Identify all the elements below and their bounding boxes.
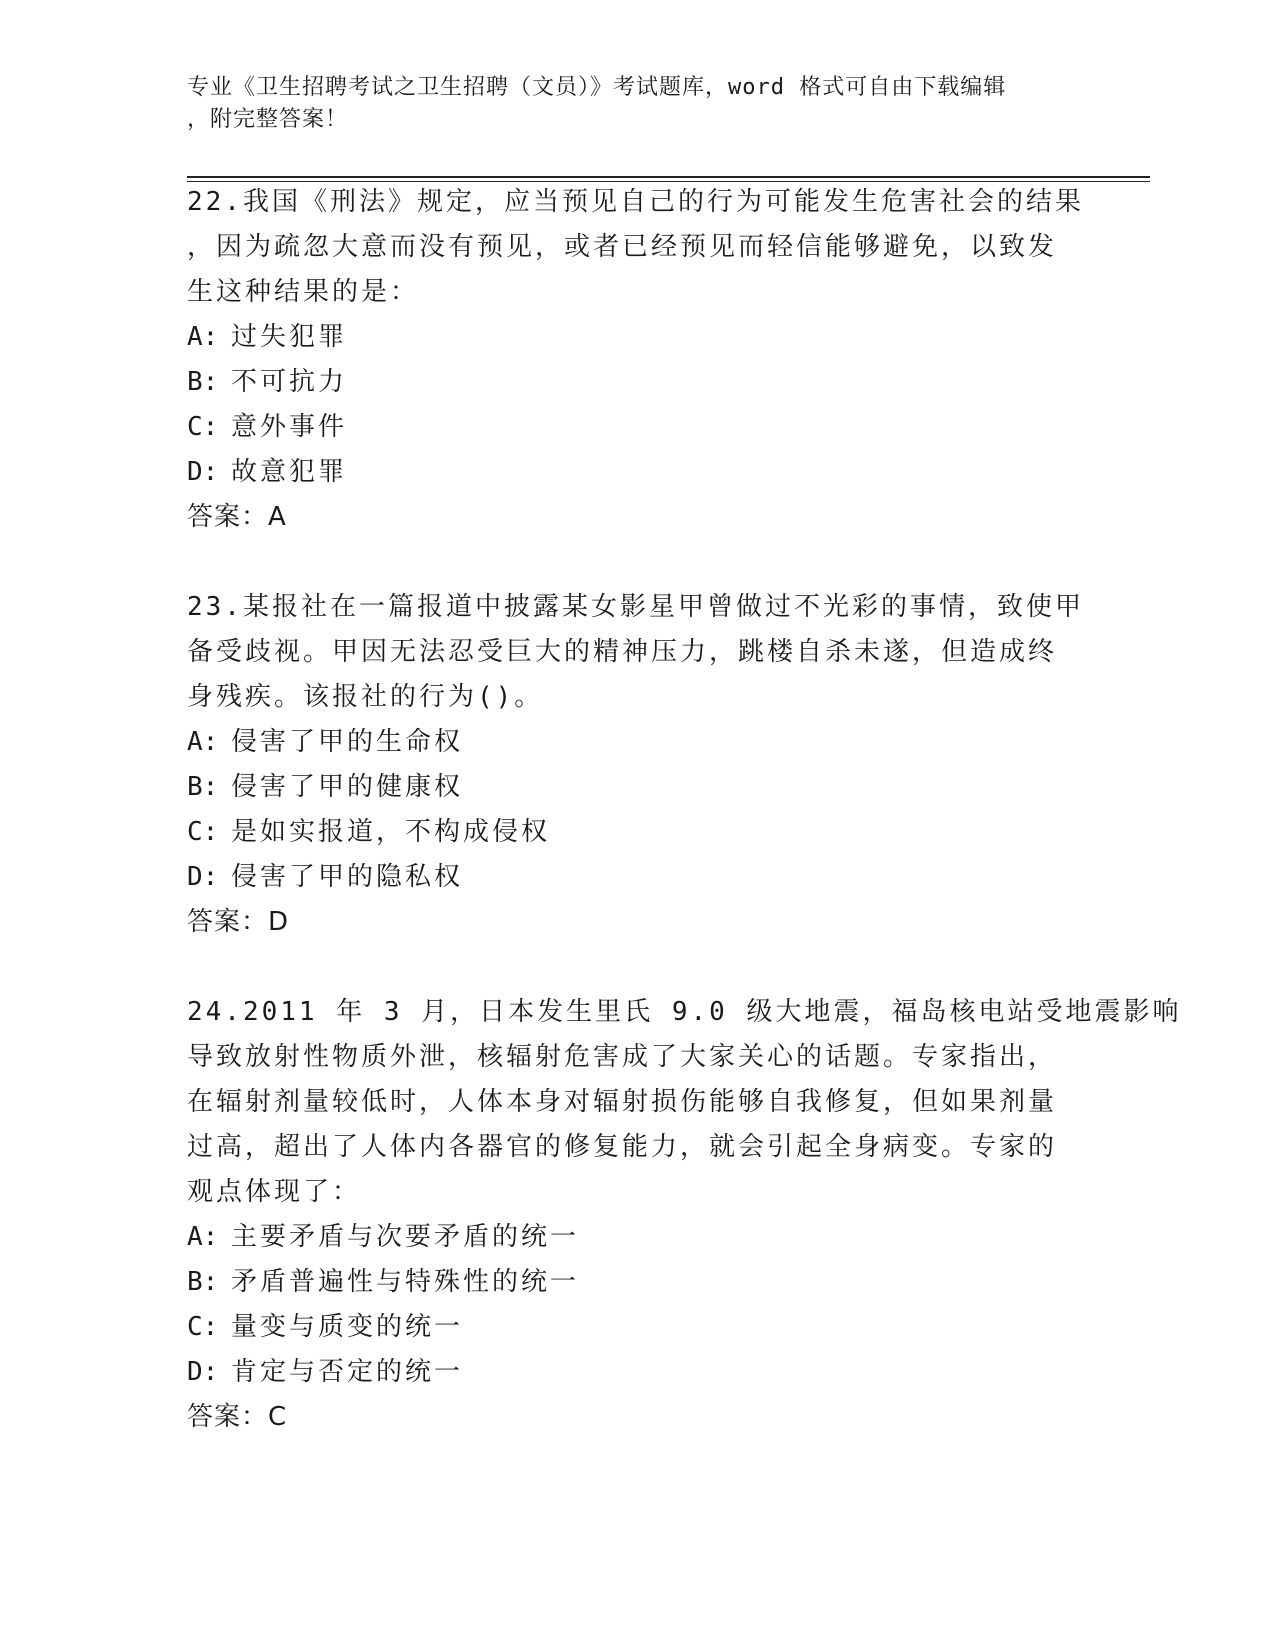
option-b: [187, 1260, 1087, 1305]
option-text: 故意犯罪: [231, 457, 348, 487]
option-text: 侵害了甲的健康权: [231, 772, 464, 802]
option-a: [187, 1215, 1087, 1260]
option-text: 量变与质变的统一: [231, 1312, 464, 1342]
question-stem: [187, 180, 1087, 315]
question-23: [187, 585, 1087, 945]
option-key: B:: [187, 367, 219, 397]
option-text: 主要矛盾与次要矛盾的统一: [231, 1222, 580, 1252]
option-key: A:: [187, 322, 219, 352]
stem-line: 导致放射性物质外泄，核辐射危害成了大家关心的话题。专家指出，: [187, 1042, 1058, 1072]
stem-line: 备受歧视。甲因无法忍受巨大的精神压力，跳楼自杀未遂，但造成终: [187, 637, 1058, 667]
option-key: D:: [187, 1357, 219, 1387]
option-text: 过失犯罪: [231, 322, 348, 352]
stem-line: 身残疾。该报社的行为()。: [187, 682, 544, 712]
option-text: 肯定与否定的统一: [231, 1357, 464, 1387]
stem-line: 24.2011 年 3 月，日本发生里氏 9.0 级大地震，福岛核电站受地震影响: [187, 997, 1182, 1027]
option-key: A:: [187, 727, 219, 757]
answer-line: 答案：A: [187, 502, 287, 532]
option-text: 矛盾普遍性与特殊性的统一: [231, 1267, 580, 1297]
option-b: [187, 765, 1087, 810]
option-key: D:: [187, 862, 219, 892]
question-24: [187, 990, 1182, 1440]
option-c: [187, 405, 1087, 450]
option-d: [187, 855, 1087, 900]
option-key: C:: [187, 1312, 219, 1342]
option-b: [187, 360, 1087, 405]
option-key: A:: [187, 1222, 219, 1252]
option-key: B:: [187, 1267, 219, 1297]
answer-line: 答案：C: [187, 1402, 288, 1432]
stem-line: 观点体现了：: [187, 1177, 362, 1207]
option-c: [187, 810, 1087, 855]
option-c: [187, 1305, 1087, 1350]
option-key: D:: [187, 457, 219, 487]
option-a: [187, 720, 1087, 765]
option-key: B:: [187, 772, 219, 802]
option-text: 侵害了甲的隐私权: [231, 862, 464, 892]
option-text: 侵害了甲的生命权: [231, 727, 464, 757]
option-text: 不可抗力: [231, 367, 348, 397]
header-line: 专业《卫生招聘考试之卫生招聘（文员）》考试题库，word 格式可自由下载编辑: [187, 75, 1007, 100]
document-header: [187, 72, 1067, 136]
answer-line: 答案：D: [187, 907, 290, 937]
stem-line: 过高，超出了人体内各器官的修复能力，就会引起全身病变。专家的: [187, 1132, 1058, 1162]
question-22: [187, 180, 1087, 540]
question-stem: [187, 990, 1182, 1215]
question-stem: [187, 585, 1087, 720]
stem-line: ，因为疏忽大意而没有预见，或者已经预见而轻信能够避免，以致发: [187, 232, 1058, 262]
stem-line: 22.我国《刑法》规定，应当预见自己的行为可能发生危害社会的结果: [187, 187, 1084, 217]
option-key: C:: [187, 412, 219, 442]
stem-line: 生这种结果的是：: [187, 277, 420, 307]
stem-line: 在辐射剂量较低时，人体本身对辐射损伤能够自我修复，但如果剂量: [187, 1087, 1058, 1117]
option-text: 意外事件: [231, 412, 348, 442]
option-key: C:: [187, 817, 219, 847]
stem-line: 23.某报社在一篇报道中披露某女影星甲曾做过不光彩的事情，致使甲: [187, 592, 1084, 622]
header-line: ，附完整答案！: [187, 107, 349, 132]
option-d: [187, 450, 1087, 495]
option-text: 是如实报道，不构成侵权: [231, 817, 551, 847]
option-d: [187, 1350, 1087, 1395]
option-a: [187, 315, 1087, 360]
